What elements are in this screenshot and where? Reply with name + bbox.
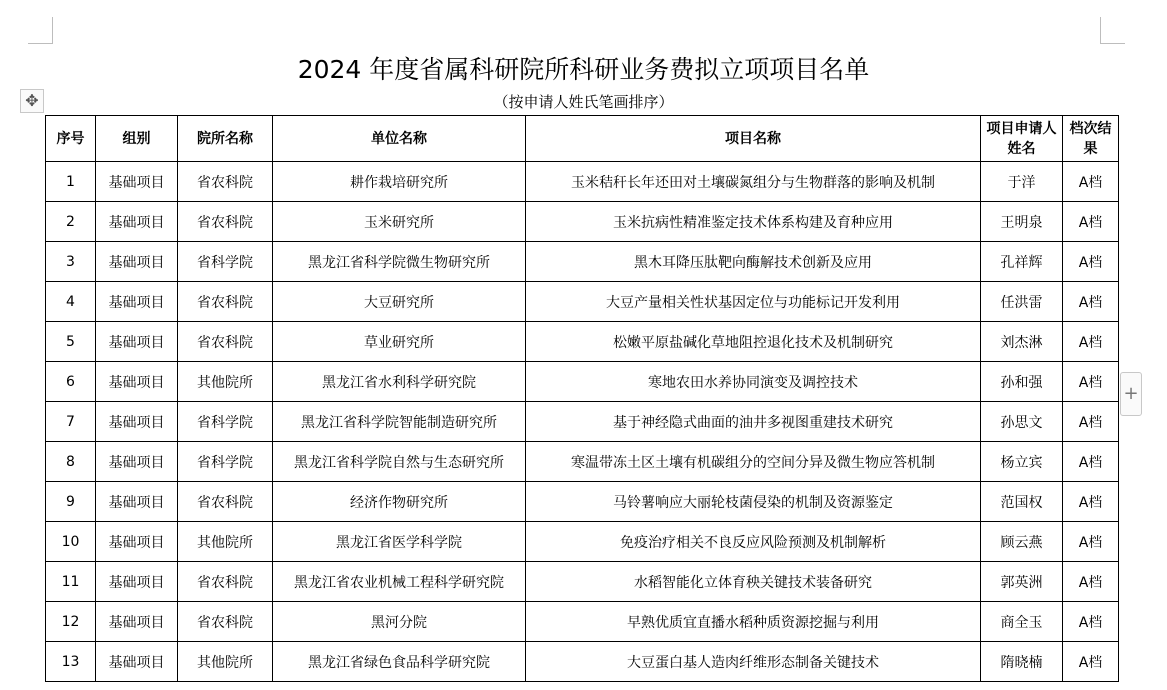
cell-col-group: 基础项目 xyxy=(96,402,178,442)
add-column-button[interactable]: + xyxy=(1120,372,1142,416)
cell-col-project: 免疫治疗相关不良反应风险预测及机制解析 xyxy=(526,522,981,562)
cell-col-group: 基础项目 xyxy=(96,522,178,562)
cell-col-institute: 省科学院 xyxy=(178,242,273,282)
cell-col-applicant: 孔祥辉 xyxy=(981,242,1063,282)
table-row xyxy=(46,442,1119,482)
table-row xyxy=(46,322,1119,362)
cell-col-institute: 省农科院 xyxy=(178,562,273,602)
header-col-unit: 单位名称 xyxy=(273,116,526,162)
cell-col-index: 1 xyxy=(46,162,96,202)
cell-col-index: 12 xyxy=(46,602,96,642)
table-row xyxy=(46,562,1119,602)
cell-col-unit: 经济作物研究所 xyxy=(273,482,526,522)
cell-col-index: 6 xyxy=(46,362,96,402)
cell-col-applicant: 顾云燕 xyxy=(981,522,1063,562)
cell-col-grade: A档 xyxy=(1063,362,1119,402)
cell-col-project: 玉米秸秆长年还田对土壤碳氮组分与生物群落的影响及机制 xyxy=(526,162,981,202)
cell-col-project: 玉米抗病性精准鉴定技术体系构建及育种应用 xyxy=(526,202,981,242)
table-row xyxy=(46,162,1119,202)
header-col-grade: 档次结果 xyxy=(1063,116,1119,162)
cell-col-institute: 省科学院 xyxy=(178,402,273,442)
table-row xyxy=(46,642,1119,682)
cell-col-unit: 黑河分院 xyxy=(273,602,526,642)
cell-col-grade: A档 xyxy=(1063,642,1119,682)
cell-col-applicant: 杨立宾 xyxy=(981,442,1063,482)
cell-col-grade: A档 xyxy=(1063,202,1119,242)
cell-col-group: 基础项目 xyxy=(96,322,178,362)
cell-col-grade: A档 xyxy=(1063,442,1119,482)
cell-col-unit: 黑龙江省科学院自然与生态研究所 xyxy=(273,442,526,482)
header-col-project: 项目名称 xyxy=(526,116,981,162)
cell-col-index: 4 xyxy=(46,282,96,322)
cell-col-unit: 耕作栽培研究所 xyxy=(273,162,526,202)
table-row xyxy=(46,602,1119,642)
cell-col-index: 8 xyxy=(46,442,96,482)
project-table xyxy=(45,115,1119,682)
cell-col-project: 大豆蛋白基人造肉纤维形态制备关键技术 xyxy=(526,642,981,682)
cell-col-institute: 省农科院 xyxy=(178,202,273,242)
cell-col-applicant: 郭英洲 xyxy=(981,562,1063,602)
cell-col-institute: 省农科院 xyxy=(178,282,273,322)
cell-col-applicant: 商全玉 xyxy=(981,602,1063,642)
cell-col-group: 基础项目 xyxy=(96,482,178,522)
cell-col-grade: A档 xyxy=(1063,162,1119,202)
table-row xyxy=(46,522,1119,562)
cell-col-project: 大豆产量相关性状基因定位与功能标记开发利用 xyxy=(526,282,981,322)
cell-col-grade: A档 xyxy=(1063,522,1119,562)
cell-col-applicant: 隋晓楠 xyxy=(981,642,1063,682)
cell-col-project: 早熟优质宜直播水稻种质资源挖掘与利用 xyxy=(526,602,981,642)
header-col-group: 组别 xyxy=(96,116,178,162)
cell-col-index: 9 xyxy=(46,482,96,522)
cell-col-group: 基础项目 xyxy=(96,282,178,322)
cell-col-institute: 省农科院 xyxy=(178,162,273,202)
cell-col-project: 寒地农田水养协同演变及调控技术 xyxy=(526,362,981,402)
cell-col-group: 基础项目 xyxy=(96,362,178,402)
table-header-row xyxy=(46,116,1119,162)
page-corner-mark xyxy=(28,17,53,44)
cell-col-index: 7 xyxy=(46,402,96,442)
cell-col-index: 11 xyxy=(46,562,96,602)
cell-col-grade: A档 xyxy=(1063,562,1119,602)
cell-col-group: 基础项目 xyxy=(96,442,178,482)
cell-col-group: 基础项目 xyxy=(96,242,178,282)
cell-col-project: 水稻智能化立体育秧关键技术装备研究 xyxy=(526,562,981,602)
table-row xyxy=(46,402,1119,442)
cell-col-unit: 黑龙江省科学院微生物研究所 xyxy=(273,242,526,282)
cell-col-institute: 省农科院 xyxy=(178,602,273,642)
document-title: 2024 年度省属科研院所科研业务费拟立项项目名单 xyxy=(297,55,870,84)
table-move-handle-icon[interactable]: ✥ xyxy=(20,89,44,113)
cell-col-applicant: 王明泉 xyxy=(981,202,1063,242)
cell-col-index: 2 xyxy=(46,202,96,242)
cell-col-grade: A档 xyxy=(1063,282,1119,322)
cell-col-project: 基于神经隐式曲面的油井多视图重建技术研究 xyxy=(526,402,981,442)
cell-col-grade: A档 xyxy=(1063,242,1119,282)
cell-col-applicant: 范国权 xyxy=(981,482,1063,522)
table-row xyxy=(46,482,1119,522)
cell-col-grade: A档 xyxy=(1063,482,1119,522)
cell-col-unit: 草业研究所 xyxy=(273,322,526,362)
cell-col-group: 基础项目 xyxy=(96,602,178,642)
cell-col-applicant: 于洋 xyxy=(981,162,1063,202)
cell-col-institute: 其他院所 xyxy=(178,522,273,562)
table-row xyxy=(46,242,1119,282)
table-row xyxy=(46,282,1119,322)
cell-col-project: 黑木耳降压肽靶向酶解技术创新及应用 xyxy=(526,242,981,282)
cell-col-index: 5 xyxy=(46,322,96,362)
cell-col-institute: 省科学院 xyxy=(178,442,273,482)
cell-col-index: 3 xyxy=(46,242,96,282)
table-row xyxy=(46,362,1119,402)
header-col-applicant: 项目申请人姓名 xyxy=(981,116,1063,162)
table-row xyxy=(46,202,1119,242)
cell-col-project: 松嫩平原盐碱化草地阻控退化技术及机制研究 xyxy=(526,322,981,362)
cell-col-project: 马铃薯响应大丽轮枝菌侵染的机制及资源鉴定 xyxy=(526,482,981,522)
page-corner-mark xyxy=(1100,17,1125,44)
header-col-index: 序号 xyxy=(46,116,96,162)
cell-col-institute: 省农科院 xyxy=(178,322,273,362)
cell-col-group: 基础项目 xyxy=(96,562,178,602)
cell-col-unit: 黑龙江省医学科学院 xyxy=(273,522,526,562)
cell-col-applicant: 孙思文 xyxy=(981,402,1063,442)
cell-col-unit: 玉米研究所 xyxy=(273,202,526,242)
cell-col-applicant: 孙和强 xyxy=(981,362,1063,402)
cell-col-grade: A档 xyxy=(1063,322,1119,362)
cell-col-institute: 省农科院 xyxy=(178,482,273,522)
header-col-institute: 院所名称 xyxy=(178,116,273,162)
cell-col-applicant: 任洪雷 xyxy=(981,282,1063,322)
cell-col-unit: 黑龙江省科学院智能制造研究所 xyxy=(273,402,526,442)
cell-col-index: 10 xyxy=(46,522,96,562)
cell-col-grade: A档 xyxy=(1063,402,1119,442)
cell-col-project: 寒温带冻土区土壤有机碳组分的空间分异及微生物应答机制 xyxy=(526,442,981,482)
cell-col-group: 基础项目 xyxy=(96,642,178,682)
cell-col-group: 基础项目 xyxy=(96,202,178,242)
cell-col-institute: 其他院所 xyxy=(178,362,273,402)
cell-col-group: 基础项目 xyxy=(96,162,178,202)
cell-col-unit: 黑龙江省水利科学研究院 xyxy=(273,362,526,402)
cell-col-applicant: 刘杰淋 xyxy=(981,322,1063,362)
cell-col-unit: 黑龙江省农业机械工程科学研究院 xyxy=(273,562,526,602)
cell-col-grade: A档 xyxy=(1063,602,1119,642)
cell-col-index: 13 xyxy=(46,642,96,682)
document-subtitle: （按申请人姓氏笔画排序） xyxy=(493,93,674,111)
cell-col-unit: 大豆研究所 xyxy=(273,282,526,322)
cell-col-unit: 黑龙江省绿色食品科学研究院 xyxy=(273,642,526,682)
cell-col-institute: 其他院所 xyxy=(178,642,273,682)
